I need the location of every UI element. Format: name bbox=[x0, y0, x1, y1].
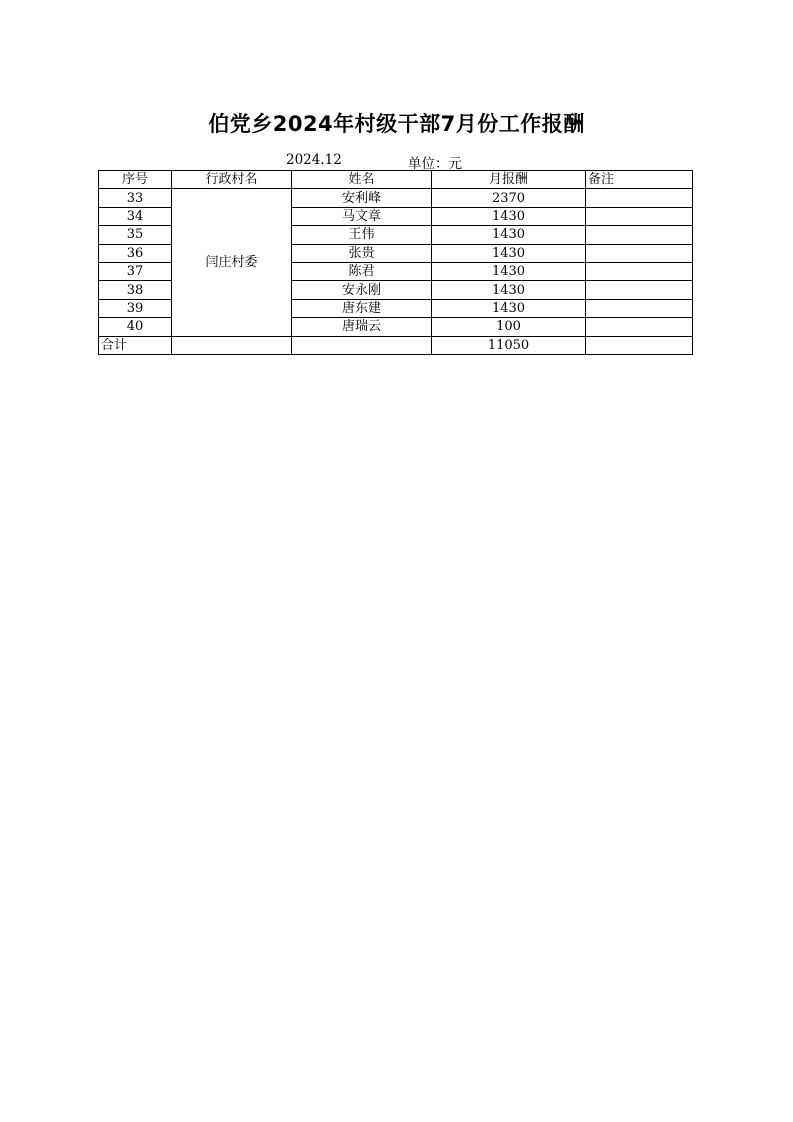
row-seq: 37 bbox=[99, 262, 172, 280]
total-row bbox=[99, 336, 693, 354]
header-note: 备注 bbox=[586, 171, 693, 189]
row-seq: 34 bbox=[99, 207, 172, 225]
row-seq: 35 bbox=[99, 226, 172, 244]
header-name: 姓名 bbox=[292, 171, 432, 189]
total-note bbox=[586, 336, 693, 354]
report-date: 2024.12 bbox=[286, 152, 342, 168]
row-note bbox=[586, 281, 693, 299]
row-pay: 100 bbox=[432, 318, 586, 336]
row-name: 陈君 bbox=[292, 262, 432, 280]
row-pay: 1430 bbox=[432, 207, 586, 225]
total-name bbox=[292, 336, 432, 354]
row-note bbox=[586, 207, 693, 225]
header-village: 行政村名 bbox=[172, 171, 292, 189]
row-note bbox=[586, 262, 693, 280]
row-pay: 1430 bbox=[432, 281, 586, 299]
row-name: 安永刚 bbox=[292, 281, 432, 299]
row-note bbox=[586, 244, 693, 262]
row-name: 王伟 bbox=[292, 226, 432, 244]
row-note bbox=[586, 226, 693, 244]
header-row bbox=[99, 171, 693, 189]
row-pay: 2370 bbox=[432, 189, 586, 207]
total-label: 合计 bbox=[99, 336, 172, 354]
row-seq: 38 bbox=[99, 281, 172, 299]
row-note bbox=[586, 189, 693, 207]
row-seq: 39 bbox=[99, 299, 172, 317]
row-note bbox=[586, 299, 693, 317]
total-village bbox=[172, 336, 292, 354]
row-pay: 1430 bbox=[432, 226, 586, 244]
row-seq: 40 bbox=[99, 318, 172, 336]
header-seq: 序号 bbox=[99, 171, 172, 189]
row-name: 安利峰 bbox=[292, 189, 432, 207]
table-row bbox=[99, 189, 693, 207]
row-name: 马文章 bbox=[292, 207, 432, 225]
row-pay: 1430 bbox=[432, 244, 586, 262]
currency-unit: 单位：元 bbox=[408, 156, 462, 172]
row-name: 唐瑞云 bbox=[292, 318, 432, 336]
row-seq: 33 bbox=[99, 189, 172, 207]
header-pay: 月报酬 bbox=[432, 171, 586, 189]
row-pay: 1430 bbox=[432, 262, 586, 280]
row-pay: 1430 bbox=[432, 299, 586, 317]
page-title: 伯党乡2024年村级干部7月份工作报酬 bbox=[208, 112, 585, 136]
row-name: 唐东建 bbox=[292, 299, 432, 317]
row-name: 张贵 bbox=[292, 244, 432, 262]
row-note bbox=[586, 318, 693, 336]
row-seq: 36 bbox=[99, 244, 172, 262]
total-pay: 11050 bbox=[432, 336, 586, 354]
village-name: 闫庄村委 bbox=[172, 189, 292, 336]
pay-table bbox=[98, 170, 693, 355]
